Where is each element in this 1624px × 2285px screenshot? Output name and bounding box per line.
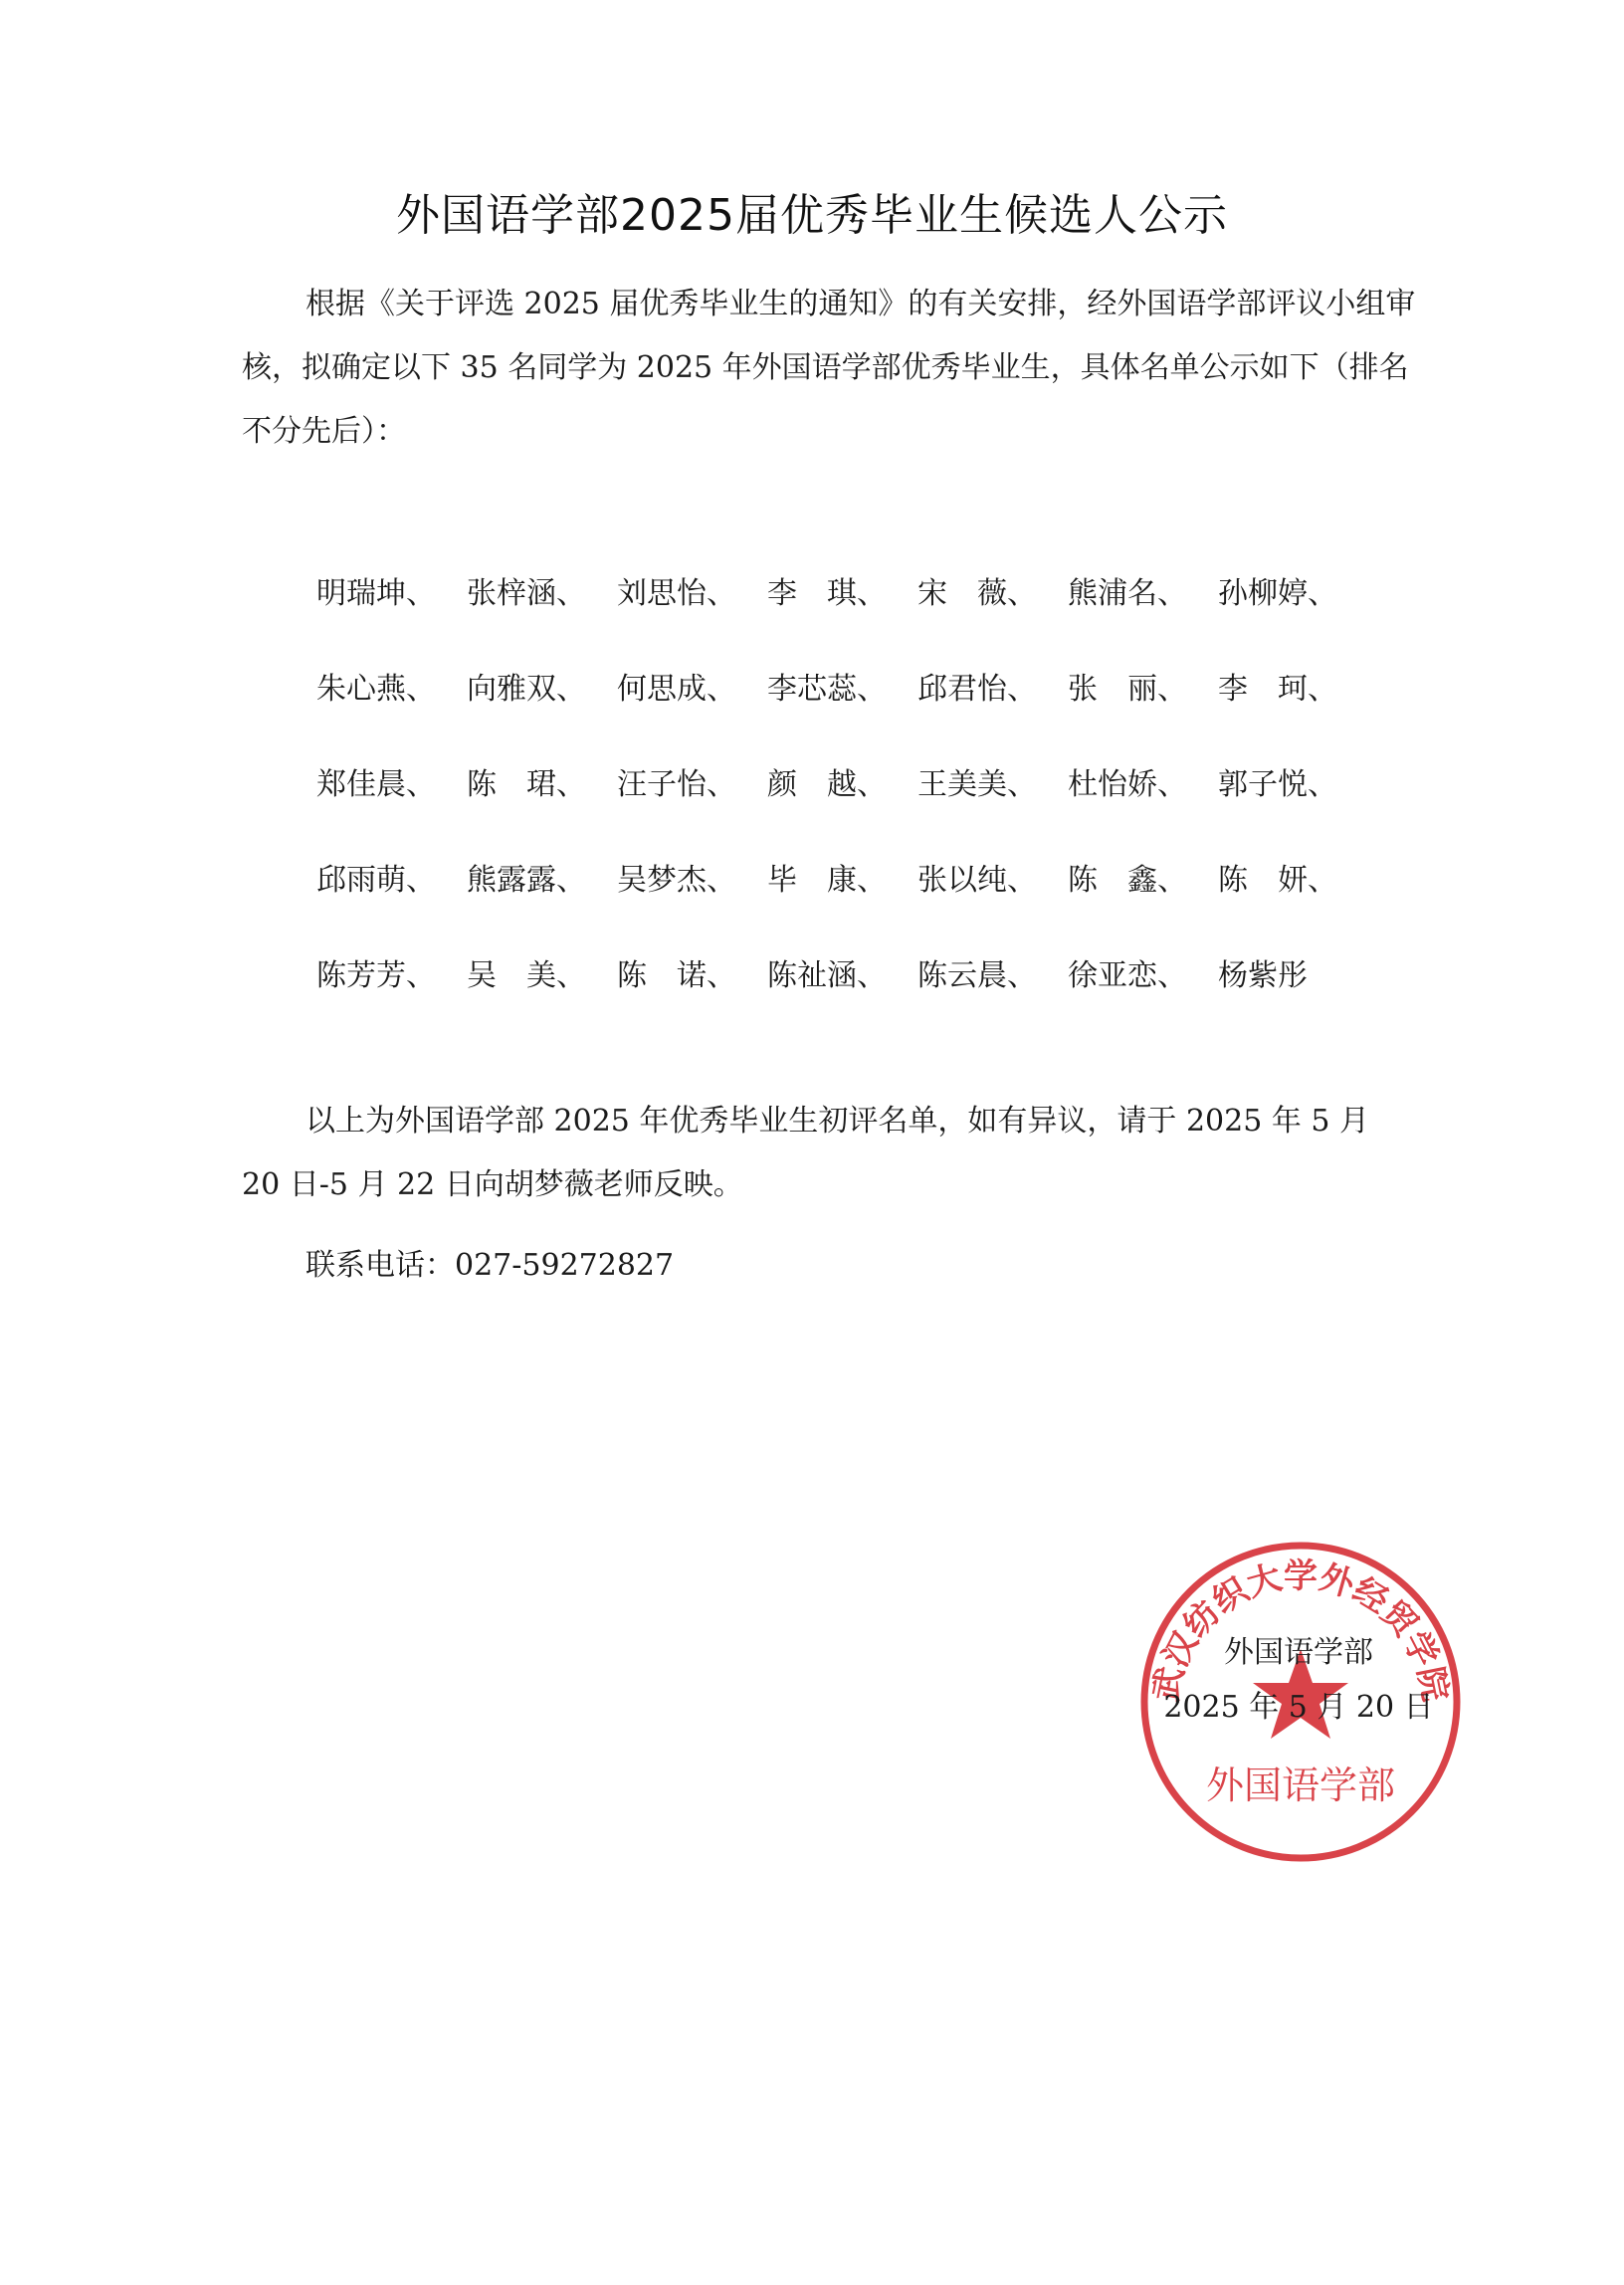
candidate-name: 陈芳芳、 xyxy=(316,958,436,993)
candidate-name: 毕 康、 xyxy=(767,863,887,898)
candidate-name: 陈祉涵、 xyxy=(767,958,887,993)
candidate-name: 陈云晨、 xyxy=(917,958,1037,993)
candidate-name: 杨紫彤 xyxy=(1218,958,1308,993)
contact-phone: 联系电话：027-59272827 xyxy=(305,1248,675,1283)
candidate-name: 张 丽、 xyxy=(1068,672,1187,707)
candidate-name: 李 珂、 xyxy=(1218,672,1337,707)
candidate-name: 邱雨萌、 xyxy=(316,863,436,898)
candidate-name: 熊浦名、 xyxy=(1068,576,1187,611)
candidate-name: 熊露露、 xyxy=(467,863,586,898)
candidate-name: 孙柳婷、 xyxy=(1218,576,1337,611)
candidate-name: 陈 珺、 xyxy=(467,767,586,802)
seal-ring-text: 武汉纺织大学外经贸学院 xyxy=(1145,1556,1456,1705)
candidate-name: 李 琪、 xyxy=(767,576,887,611)
candidate-name: 李芯蕊、 xyxy=(767,672,887,707)
candidate-name: 王美美、 xyxy=(917,767,1037,802)
candidate-name: 宋 薇、 xyxy=(917,576,1037,611)
candidate-name: 张梓涵、 xyxy=(467,576,586,611)
candidate-name: 何思成、 xyxy=(617,672,736,707)
signature-date: 2025 年 5 月 20 日 xyxy=(1163,1690,1434,1725)
candidate-name: 杜怡娇、 xyxy=(1068,767,1187,802)
page-title: 外国语学部2025届优秀毕业生候选人公示 xyxy=(396,190,1228,241)
candidate-name: 汪子怡、 xyxy=(617,767,736,802)
candidate-name: 刘思怡、 xyxy=(617,576,736,611)
candidate-name: 徐亚恋、 xyxy=(1068,958,1187,993)
candidate-name: 吴梦杰、 xyxy=(617,863,736,898)
candidate-name: 郑佳晨、 xyxy=(316,767,436,802)
candidate-name: 明瑞坤、 xyxy=(316,576,436,611)
candidate-name: 陈 妍、 xyxy=(1218,863,1337,898)
candidate-name: 朱心燕、 xyxy=(316,672,436,707)
candidate-name: 陈 诺、 xyxy=(617,958,736,993)
seal-center-text: 外国语学部 xyxy=(1205,1764,1396,1807)
candidate-name: 陈 鑫、 xyxy=(1068,863,1187,898)
candidate-name: 向雅双、 xyxy=(467,672,586,707)
intro-paragraph: 根据《关于评选 2025 届优秀毕业生的通知》的有关安排，经外国语学部评议小组审核，拟确定以下 35 名同学为 2025 年外国语学部优秀毕业生，具体名单公示如下（排名不分先后）： xyxy=(242,287,1416,449)
signature-department: 外国语学部 xyxy=(1224,1635,1373,1670)
candidate-name: 郭子悦、 xyxy=(1218,767,1337,802)
candidate-name: 颜 越、 xyxy=(767,767,887,802)
candidate-name: 吴 美、 xyxy=(467,958,586,993)
candidate-name: 张以纯、 xyxy=(917,863,1037,898)
candidate-name: 邱君怡、 xyxy=(917,672,1037,707)
objection-notice: 以上为外国语学部 2025 年优秀毕业生初评名单，如有异议，请于 2025 年 5 月 20 日-5 月 22 日向胡梦薇老师反映。 xyxy=(242,1104,1369,1202)
candidate-name-list xyxy=(316,567,1371,1003)
